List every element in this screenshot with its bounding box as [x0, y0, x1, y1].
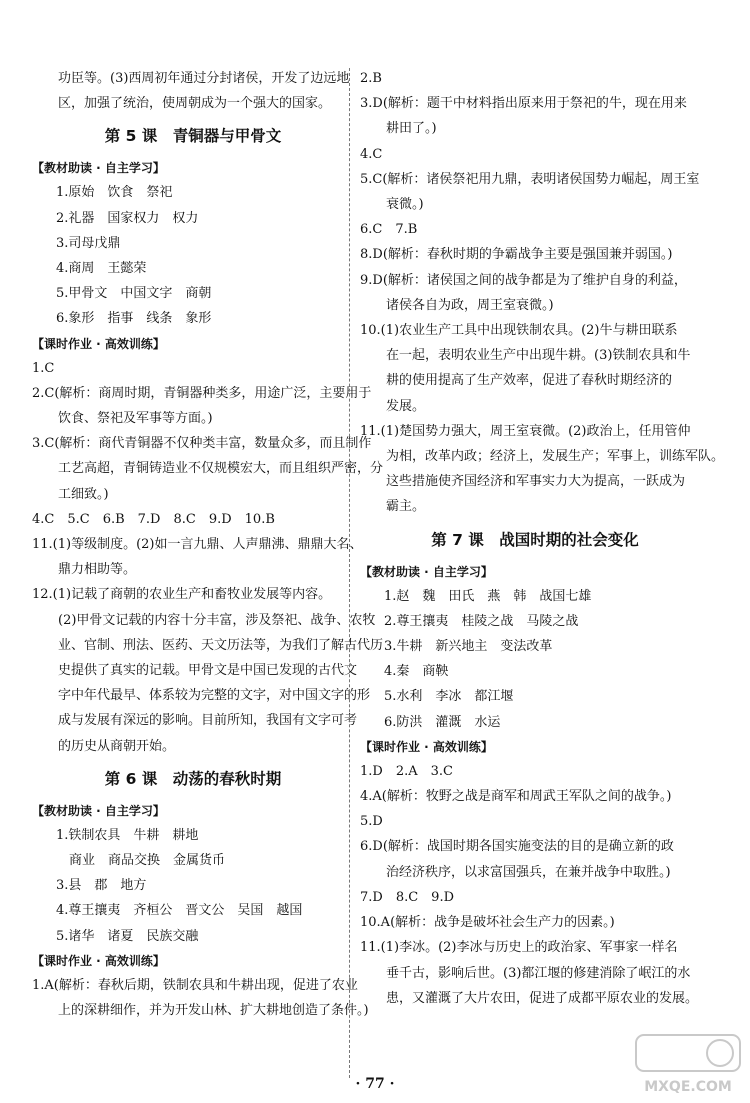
- answer-line: 区，加强了统治，使周朝成为一个强大的国家。: [58, 96, 332, 112]
- answer-line: 工艺高超，青铜铸造业不仅规模宏大，而且组织严密，分: [58, 461, 384, 477]
- answer-line: 3.县 郡 地方: [56, 878, 147, 894]
- answer-line: 史提供了真实的记载。甲骨文是中国已发现的古代文: [58, 663, 358, 679]
- answer-line: 4.秦 商鞅: [384, 664, 449, 680]
- answer-line: 1.C: [32, 360, 55, 376]
- answer-line: 2.C(解析：商周时期，青铜器种类多，用途广泛，主要用于: [32, 385, 372, 401]
- right-column: [360, 66, 725, 1011]
- answer-line: 5.甲骨文 中国文字 商朝: [56, 286, 212, 302]
- answer-line: 1.赵 魏 田氏 燕 韩 战国七雄: [384, 588, 592, 604]
- page-number: · 77 ·: [355, 1076, 395, 1092]
- answer-line: 霸主。: [386, 499, 426, 515]
- answer-line: 诸侯各自为政，周王室衰微。): [386, 297, 554, 313]
- answer-line: 6.防洪 灌溉 水运: [384, 714, 501, 730]
- answer-line: 为相，改革内政；经济上，发展生产；军事上，训练军队。: [386, 449, 725, 465]
- answer-line: 商业 商品交换 金属货币: [56, 853, 226, 869]
- answer-line: 饮食、祭祀及军事等方面。): [58, 411, 213, 427]
- answer-line: 2.礼器 国家权力 权力: [56, 210, 199, 226]
- answer-line: 11.(1)等级制度。(2)如一言九鼎、人声鼎沸、鼎鼎大名、: [32, 537, 363, 553]
- section-label: 【课时作业 · 高效训练】: [32, 336, 165, 351]
- answer-line: 6.C 7.B: [360, 222, 418, 238]
- watermark-text: MXQE.COM: [644, 1079, 732, 1095]
- answer-line: 鼎力相助等。: [58, 562, 137, 578]
- answer-line: 业、官制、刑法、医药、天文历法等，为我们了解古代历: [58, 637, 384, 653]
- answer-line: 衰微。): [386, 197, 424, 213]
- answer-line: 5.C(解析：诸侯祭祀用九鼎，表明诸侯国势力崛起，周王室: [360, 171, 700, 187]
- answer-line: 治经济秩序，以求富国强兵，在兼并战争中取胜。): [386, 864, 671, 880]
- section-label: 【教材助读 · 自主学习】: [360, 564, 493, 579]
- answer-line: 4.尊王攘夷 齐桓公 晋文公 吴国 越国: [56, 903, 303, 919]
- answer-line: 12.(1)记载了商朝的农业生产和畜牧业发展等内容。: [32, 587, 332, 603]
- answer-line: 2.B: [360, 71, 382, 86]
- answer-line: 5.D: [360, 814, 383, 830]
- answer-line: 成与发展有深远的影响。目前所知，我国有文字可考: [58, 713, 358, 729]
- answer-line: 6.D(解析：战国时期各国实施变法的目的是确立新的政: [360, 839, 674, 855]
- answer-line: 5.诸华 诸夏 民族交融: [56, 928, 199, 944]
- answer-line: 11.(1)楚国势力强大，周王室衰微。(2)政治上，任用管仲: [360, 423, 691, 439]
- answer-line: 字中年代最早、体系较为完整的文字，对中国文字的形: [58, 688, 371, 704]
- answer-line: 患，又灌溉了大片农田，促进了成都平原农业的发展。: [386, 990, 699, 1006]
- answer-line: 4.A(解析：牧野之战是商军和周武王军队之间的战争。): [360, 789, 672, 805]
- answer-line: 耕的使用提高了生产效率，促进了春秋时期经济的: [386, 373, 673, 389]
- answer-line: 1.原始 饮食 祭祀: [56, 185, 173, 201]
- answer-line: 4.C 5.C 6.B 7.D 8.C 9.D 10.B: [32, 511, 275, 527]
- section-label: 【教材助读 · 自主学习】: [32, 803, 165, 818]
- column-divider: [349, 68, 350, 1078]
- answer-line: 这些措施使齐国经济和军事实力大为提高，一跃成为: [386, 474, 686, 490]
- section-label: 【课时作业 · 高效训练】: [360, 739, 493, 754]
- answer-line: 5.水利 李冰 都江堰: [384, 689, 514, 705]
- lesson-heading: 第 6 课 动荡的春秋时期: [104, 769, 282, 788]
- answer-line: 8.D(解析：春秋时期的争霸战争主要是强国兼并弱国。): [360, 247, 673, 263]
- answer-line: 11.(1)李冰。(2)李冰与历史上的政治家、军事家一样名: [360, 940, 678, 956]
- answer-line: 3.牛耕 新兴地主 变法改革: [384, 639, 553, 655]
- answer-line: 耕田了。): [386, 121, 437, 137]
- section-label: 【课时作业 · 高效训练】: [32, 953, 165, 968]
- answer-line: 工细致。): [58, 486, 109, 502]
- answer-line: 的历史从商朝开始。: [58, 738, 176, 754]
- answer-line: 2.尊王攘夷 桂陵之战 马陵之战: [384, 613, 579, 629]
- answer-line: 4.C: [360, 146, 383, 162]
- answer-line: 3.D(解析：题干中材料指出原来用于祭祀的牛，现在用来: [360, 96, 687, 112]
- watermark-logo: [634, 1033, 742, 1097]
- answer-line: 1.A(解析：春秋后期，铁制农具和牛耕出现，促进了农业: [32, 977, 358, 993]
- answer-line: 4.商周 王懿荣: [56, 261, 147, 277]
- answer-line: 上的深耕细作，并为开发山林、扩大耕地创造了条件。): [58, 1003, 369, 1019]
- answer-line: 功臣等。(3)西周初年通过分封诸侯，开发了边远地: [58, 71, 350, 86]
- answer-line: 10.A(解析：战争是破坏社会生产力的因素。): [360, 915, 615, 931]
- answer-line: 10.(1)农业生产工具中出现铁制农具。(2)牛与耕田联系: [360, 323, 678, 339]
- lesson-heading: 第 7 课 战国时期的社会变化: [431, 530, 639, 549]
- answer-line: 9.D(解析：诸侯国之间的战争都是为了维护自身的利益，: [360, 272, 687, 288]
- lesson-heading: 第 5 课 青铜器与甲骨文: [104, 127, 282, 146]
- answer-line: 1.D 2.A 3.C: [360, 763, 453, 779]
- answer-line: 6.象形 指事 线条 象形: [56, 311, 212, 327]
- answer-line: 垂千古，影响后世。(3)都江堰的修建消除了岷江的水: [386, 965, 691, 981]
- answer-line: (2)甲骨文记载的内容十分丰富，涉及祭祀、战争、农牧: [58, 612, 376, 628]
- answer-line: 3.司母戊鼎: [56, 235, 121, 251]
- answer-line: 7.D 8.C 9.D: [360, 889, 455, 905]
- answer-line: 1.铁制农具 牛耕 耕地: [56, 827, 199, 843]
- answer-line: 3.C(解析：商代青铜器不仅种类丰富，数量众多，而且制作: [32, 436, 372, 452]
- answer-line: 在一起，表明农业生产中出现牛耕。(3)铁制农具和牛: [386, 348, 691, 364]
- answer-line: 发展。: [386, 398, 426, 414]
- section-label: 【教材助读 · 自主学习】: [32, 161, 165, 176]
